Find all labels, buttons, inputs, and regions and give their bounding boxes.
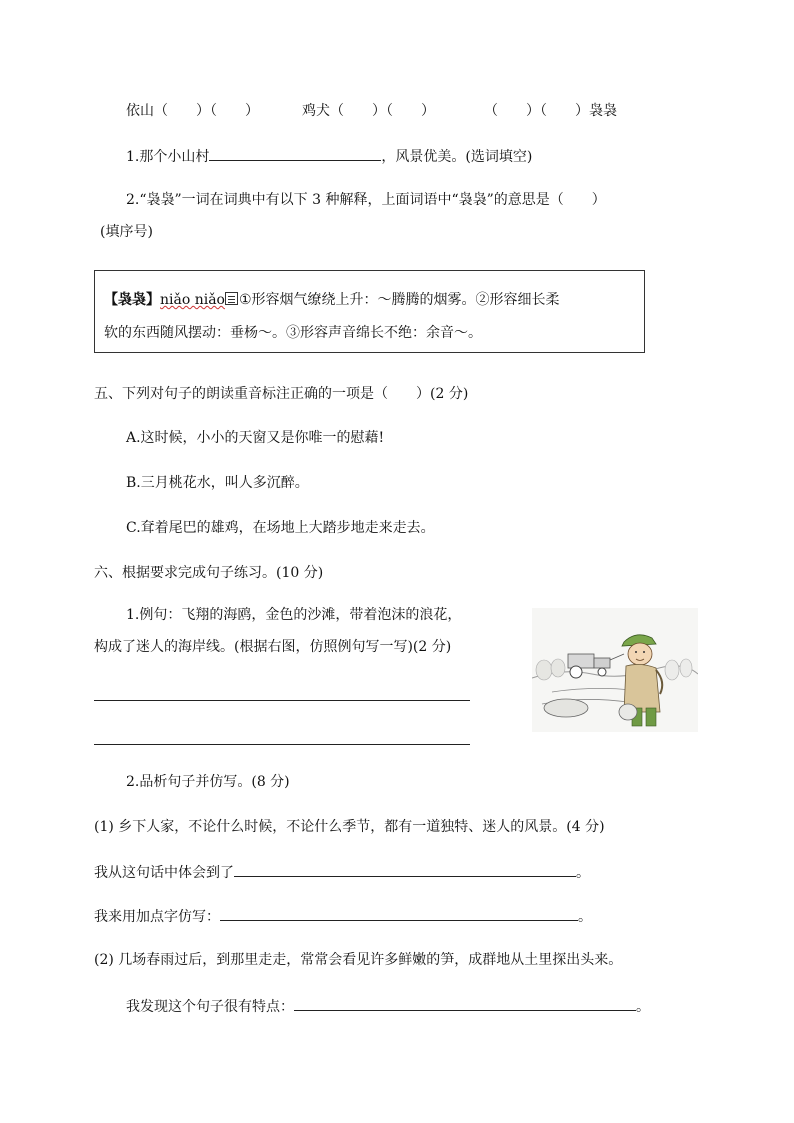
word-group-1: 依山（ ）（ ） [126,103,259,119]
answer-b-prompt: 我来用加点字仿写： [94,909,220,925]
answer-a-blank[interactable] [234,862,576,877]
answer-c-prompt: 我发现这个句子很有特点： [126,999,294,1015]
word-group-2: 鸡犬（ ）（ ） [302,103,435,119]
option-c[interactable]: C.耷着尾巴的雄鸡，在场地上大踏步地走来走去。 [126,520,435,536]
answer-line-1[interactable] [94,700,470,701]
village-illustration [532,608,698,732]
question-2-line1: 2.“袅袅”一词在词典中有以下 3 种解释，上面词语中“袅袅”的意思是（ ） [126,192,606,208]
sub-question-1-answer-a [94,862,590,883]
question-1-suffix: ，风景优美。(选词填空) [381,149,533,165]
question-1 [126,146,532,167]
dictionary-entry-line2: 软的东西随风摆动：垂杨～。③形容声音绵长不绝：余音～。 [104,325,482,341]
sub-question-1: (1) 乡下人家，不论什么时候，不论什么季节，都有一道独特、迷人的风景。(4 分) [94,819,605,835]
example-sentence-line2: 构成了迷人的海岸线。(根据右图，仿照例句写一写)(2 分) [94,639,452,655]
answer-c-blank[interactable] [294,996,636,1011]
section-5-title: 五、下列对句子的朗读重音标注正确的一项是（ ）(2 分) [94,386,469,402]
dictionary-entry-line1 [104,290,560,310]
word-group-3: （ ）（ ）袅袅 [484,103,617,119]
period: 。 [636,999,650,1015]
period: 。 [576,865,590,881]
answer-line-2[interactable] [94,744,470,745]
question-2-title: 2.品析句子并仿写。(8 分) [126,774,290,790]
question-2-line2: (填序号) [100,224,153,240]
option-a[interactable]: A.这时候，小小的天窗又是你唯一的慰藉! [126,430,385,446]
answer-blank[interactable] [209,146,381,161]
dictionary-mark-icon [225,292,238,305]
answer-b-blank[interactable] [220,906,578,921]
question-1-prefix: 1.那个小山村 [126,149,210,165]
example-sentence-line1: 1.例句：飞翔的海鸥，金色的沙滩，带着泡沫的浪花， [126,607,462,623]
period: 。 [578,909,592,925]
dictionary-definition-1: ①形容烟气缭绕上升：～腾腾的烟雾。②形容细长柔 [239,292,560,308]
dictionary-headword: 【袅袅】 [104,292,160,308]
section-6-title: 六、根据要求完成句子练习。(10 分) [94,565,324,581]
sub-question-1-answer-b [94,906,592,927]
dictionary-pinyin: niǎo niǎo [160,292,225,308]
answer-a-prompt: 我从这句话中体会到了 [94,865,234,881]
sub-question-2-answer [126,996,650,1017]
sub-question-2: (2) 几场春雨过后，到那里走走，常常会看见许多鲜嫩的笋，成群地从土里探出头来。 [94,952,623,968]
option-b[interactable]: B.三月桃花水，叫人多沉醉。 [126,475,309,491]
